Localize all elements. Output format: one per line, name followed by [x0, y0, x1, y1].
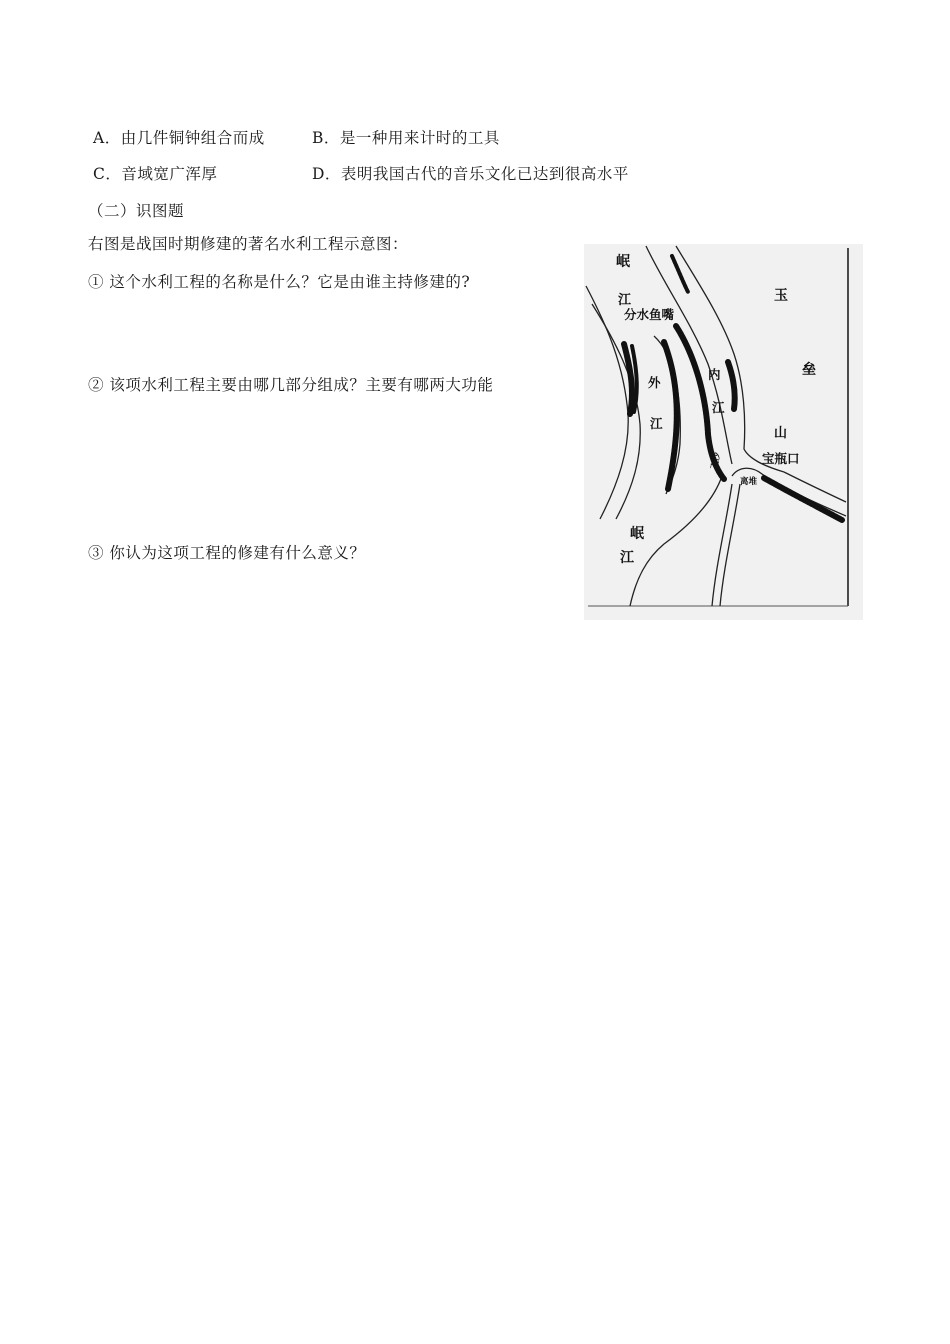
intro-text: 右图是战国时期修建的著名水利工程示意图： [88, 235, 409, 253]
map-label-baoping: 宝瓶口 [762, 451, 800, 466]
map-label-jiang-1: 江 [618, 293, 632, 308]
map-label-yu: 玉 [774, 288, 788, 304]
option-a: A．由几件铜钟组合而成 [93, 129, 265, 147]
option-b: B．是一种用来计时的工具 [312, 129, 500, 147]
map-label-lidui: 离堆 [740, 477, 758, 487]
map-label-jiang-2: 江 [620, 550, 634, 566]
dujiangyan-map [584, 244, 863, 620]
map-label-wai: 外 [648, 375, 661, 390]
option-c: C．音域宽广浑厚 [93, 165, 218, 183]
map-label-waijiang: 江 [650, 416, 663, 431]
map-figure [584, 244, 863, 620]
map-label-sha: 飞沙 [709, 451, 723, 471]
map-label-nei: 内 [708, 367, 721, 382]
section-title: （二）识图题 [88, 202, 185, 220]
map-label-min-1: 岷 [616, 254, 630, 270]
map-label-neijiang: 江 [712, 400, 725, 415]
map-label-shan: 山 [774, 426, 788, 441]
question-3: ③ 你认为这项工程的修建有什么意义？ [88, 544, 366, 562]
map-label-fenshui: 分水鱼嘴 [624, 307, 675, 322]
question-2: ② 该项水利工程主要由哪几部分组成？主要有哪两大功能 [88, 376, 494, 394]
map-label-min-2: 岷 [630, 526, 644, 542]
question-1: ① 这个水利工程的名称是什么？它是由谁主持修建的? [88, 273, 471, 291]
map-label-lei: 垒 [802, 362, 816, 378]
option-d: D．表明我国古代的音乐文化已达到很高水平 [312, 165, 629, 183]
